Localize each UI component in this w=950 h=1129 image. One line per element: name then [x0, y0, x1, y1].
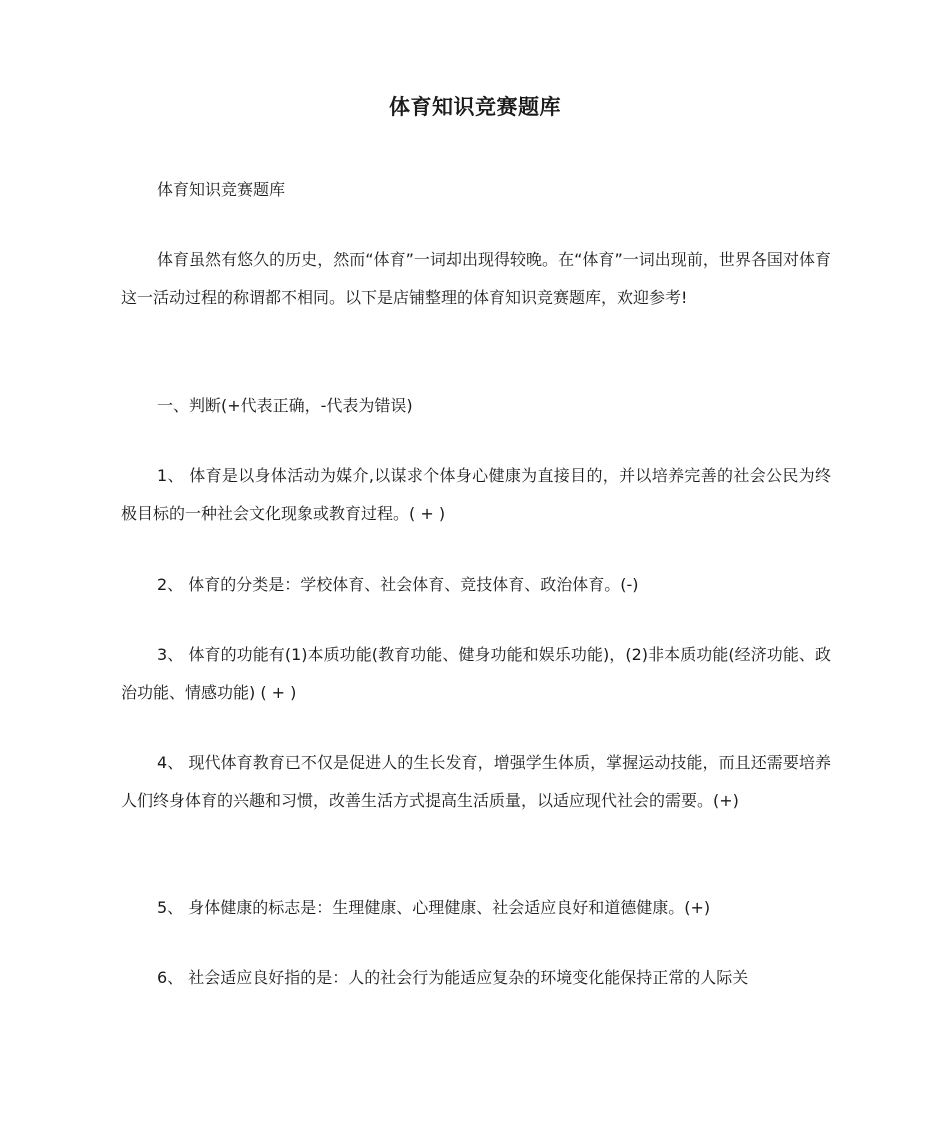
question-1: 1、 体育是以身体活动为媒介,以谋求个体身心健康为直接目的，并以培养完善的社会公民为终极目标的一种社会文化现象或教育过程。( + ) [121, 466, 831, 523]
question-4: 4、 现代体育教育已不仅是促进人的生长发育，增强学生体质，掌握运动技能，而且还需要培养人们终身体育的兴趣和习惯，改善生活方式提高生活质量，以适应现代社会的需要。(+) [121, 753, 831, 810]
intro-paragraph: 体育虽然有悠久的历史，然而“体育”一词却出现得较晚。在“体育”一词出现前，世界各国对体育这一活动过程的称谓都不相同。以下是店铺整理的体育知识竞赛题库，欢迎参考! [121, 250, 831, 307]
question-5: 5、 身体健康的标志是：生理健康、心理健康、社会适应良好和道德健康。(+) [157, 898, 711, 917]
subtitle-paragraph: 体育知识竞赛题库 [157, 180, 286, 199]
question-6: 6、 社会适应良好指的是：人的社会行为能适应复杂的环境变化能保持正常的人际关 [157, 968, 749, 987]
question-2: 2、 体育的分类是：学校体育、社会体育、竞技体育、政治体育。(-) [157, 575, 639, 594]
question-3: 3、 体育的功能有(1)本质功能(教育功能、健身功能和娱乐功能)，(2)非本质功能(经济功能、政治功能、情感功能) ( + ) [121, 645, 831, 702]
document-title: 体育知识竞赛题库 [389, 95, 561, 119]
section-heading: 一、判断(+代表正确，-代表为错误) [157, 396, 413, 415]
